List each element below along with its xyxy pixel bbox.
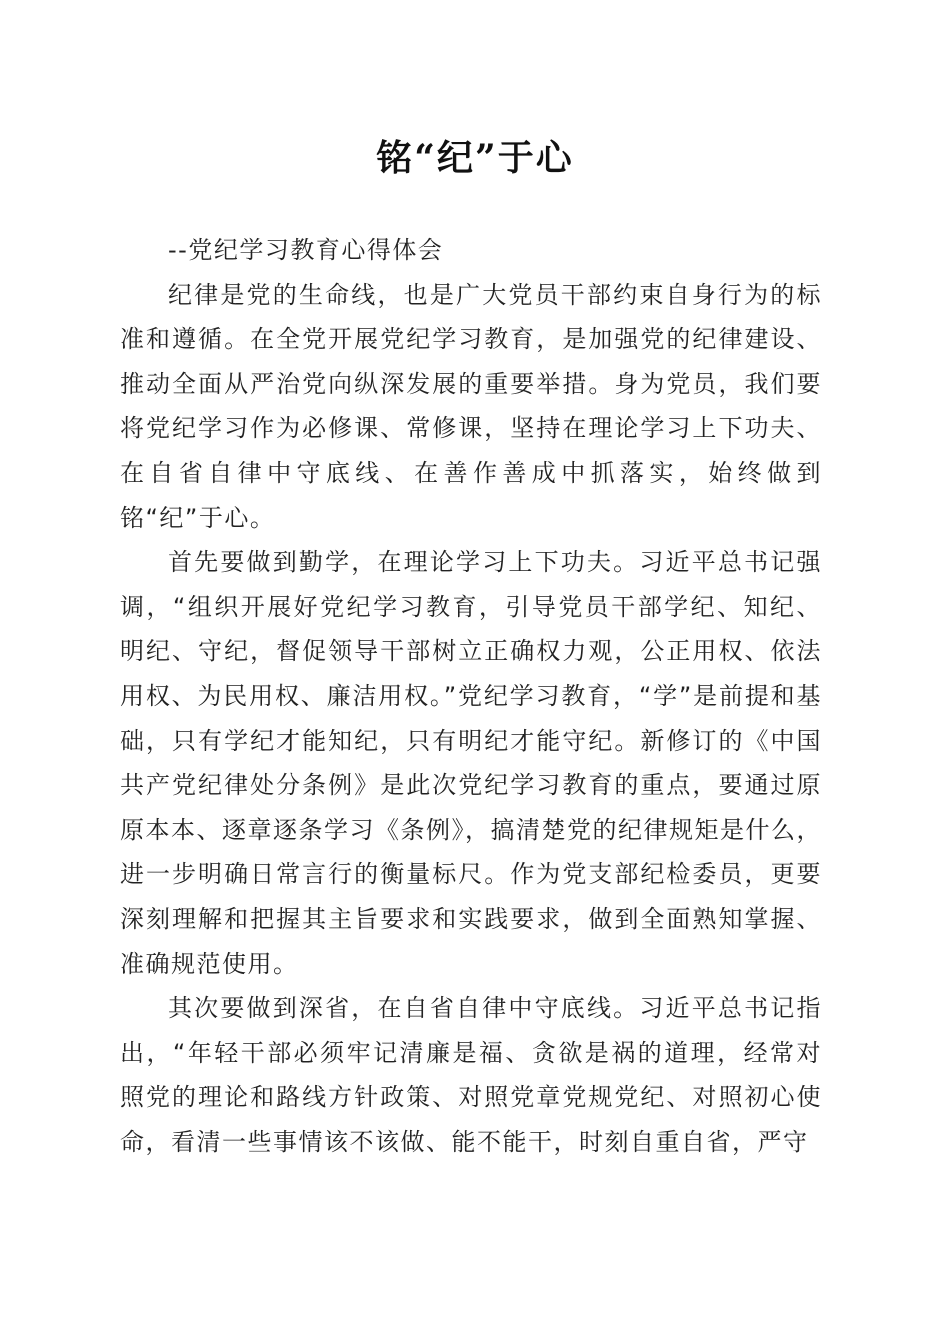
document-body	[120, 228, 822, 1164]
paragraph-study: 首先要做到勤学，在理论学习上下功夫。习近平总书记强调，“组织开展好党纪学习教育，引导党员干部学纪、知纪、明纪、守纪，督促领导干部树立正确权力观，公正用权、依法用权、为民用权、廉洁用权。”党纪学习教育，“学”是前提和基础，只有学纪才能知纪，只有明纪才能守纪。新修订的《中国共产党纪律处分条例》是此次党纪学习教育的重点，要通过原原本本、逐章逐条学习《条例》，搞清楚党的纪律规矩是什么，进一步明确日常言行的衡量标尺。作为党支部纪检委员，更要深刻理解和把握其主旨要求和实践要求，做到全面熟知掌握、准确规范使用。	[120, 548, 822, 978]
paragraph-intro: 纪律是党的生命线，也是广大党员干部约束自身行为的标准和遵循。在全党开展党纪学习教育，是加强党的纪律建设、推动全面从严治党向纵深发展的重要举措。身为党员，我们要将党纪学习作为必修课、常修课，坚持在理论学习上下功夫、在自省自律中守底线、在善作善成中抓落实，始终做到铭“纪”于心。	[120, 280, 822, 532]
paragraph-reflection: 其次要做到深省，在自省自律中守底线。习近平总书记指出，“年轻干部必须牢记清廉是福、贪欲是祸的道理，经常对照党的理论和路线方针政策、对照党章党规党纪、对照初心使命，看清一些事情该不该做、能不能干，时刻自重自省，严守	[120, 994, 822, 1156]
document-subtitle: --党纪学习教育心得体会	[168, 236, 444, 264]
document-title: 铭“纪”于心	[376, 137, 574, 179]
